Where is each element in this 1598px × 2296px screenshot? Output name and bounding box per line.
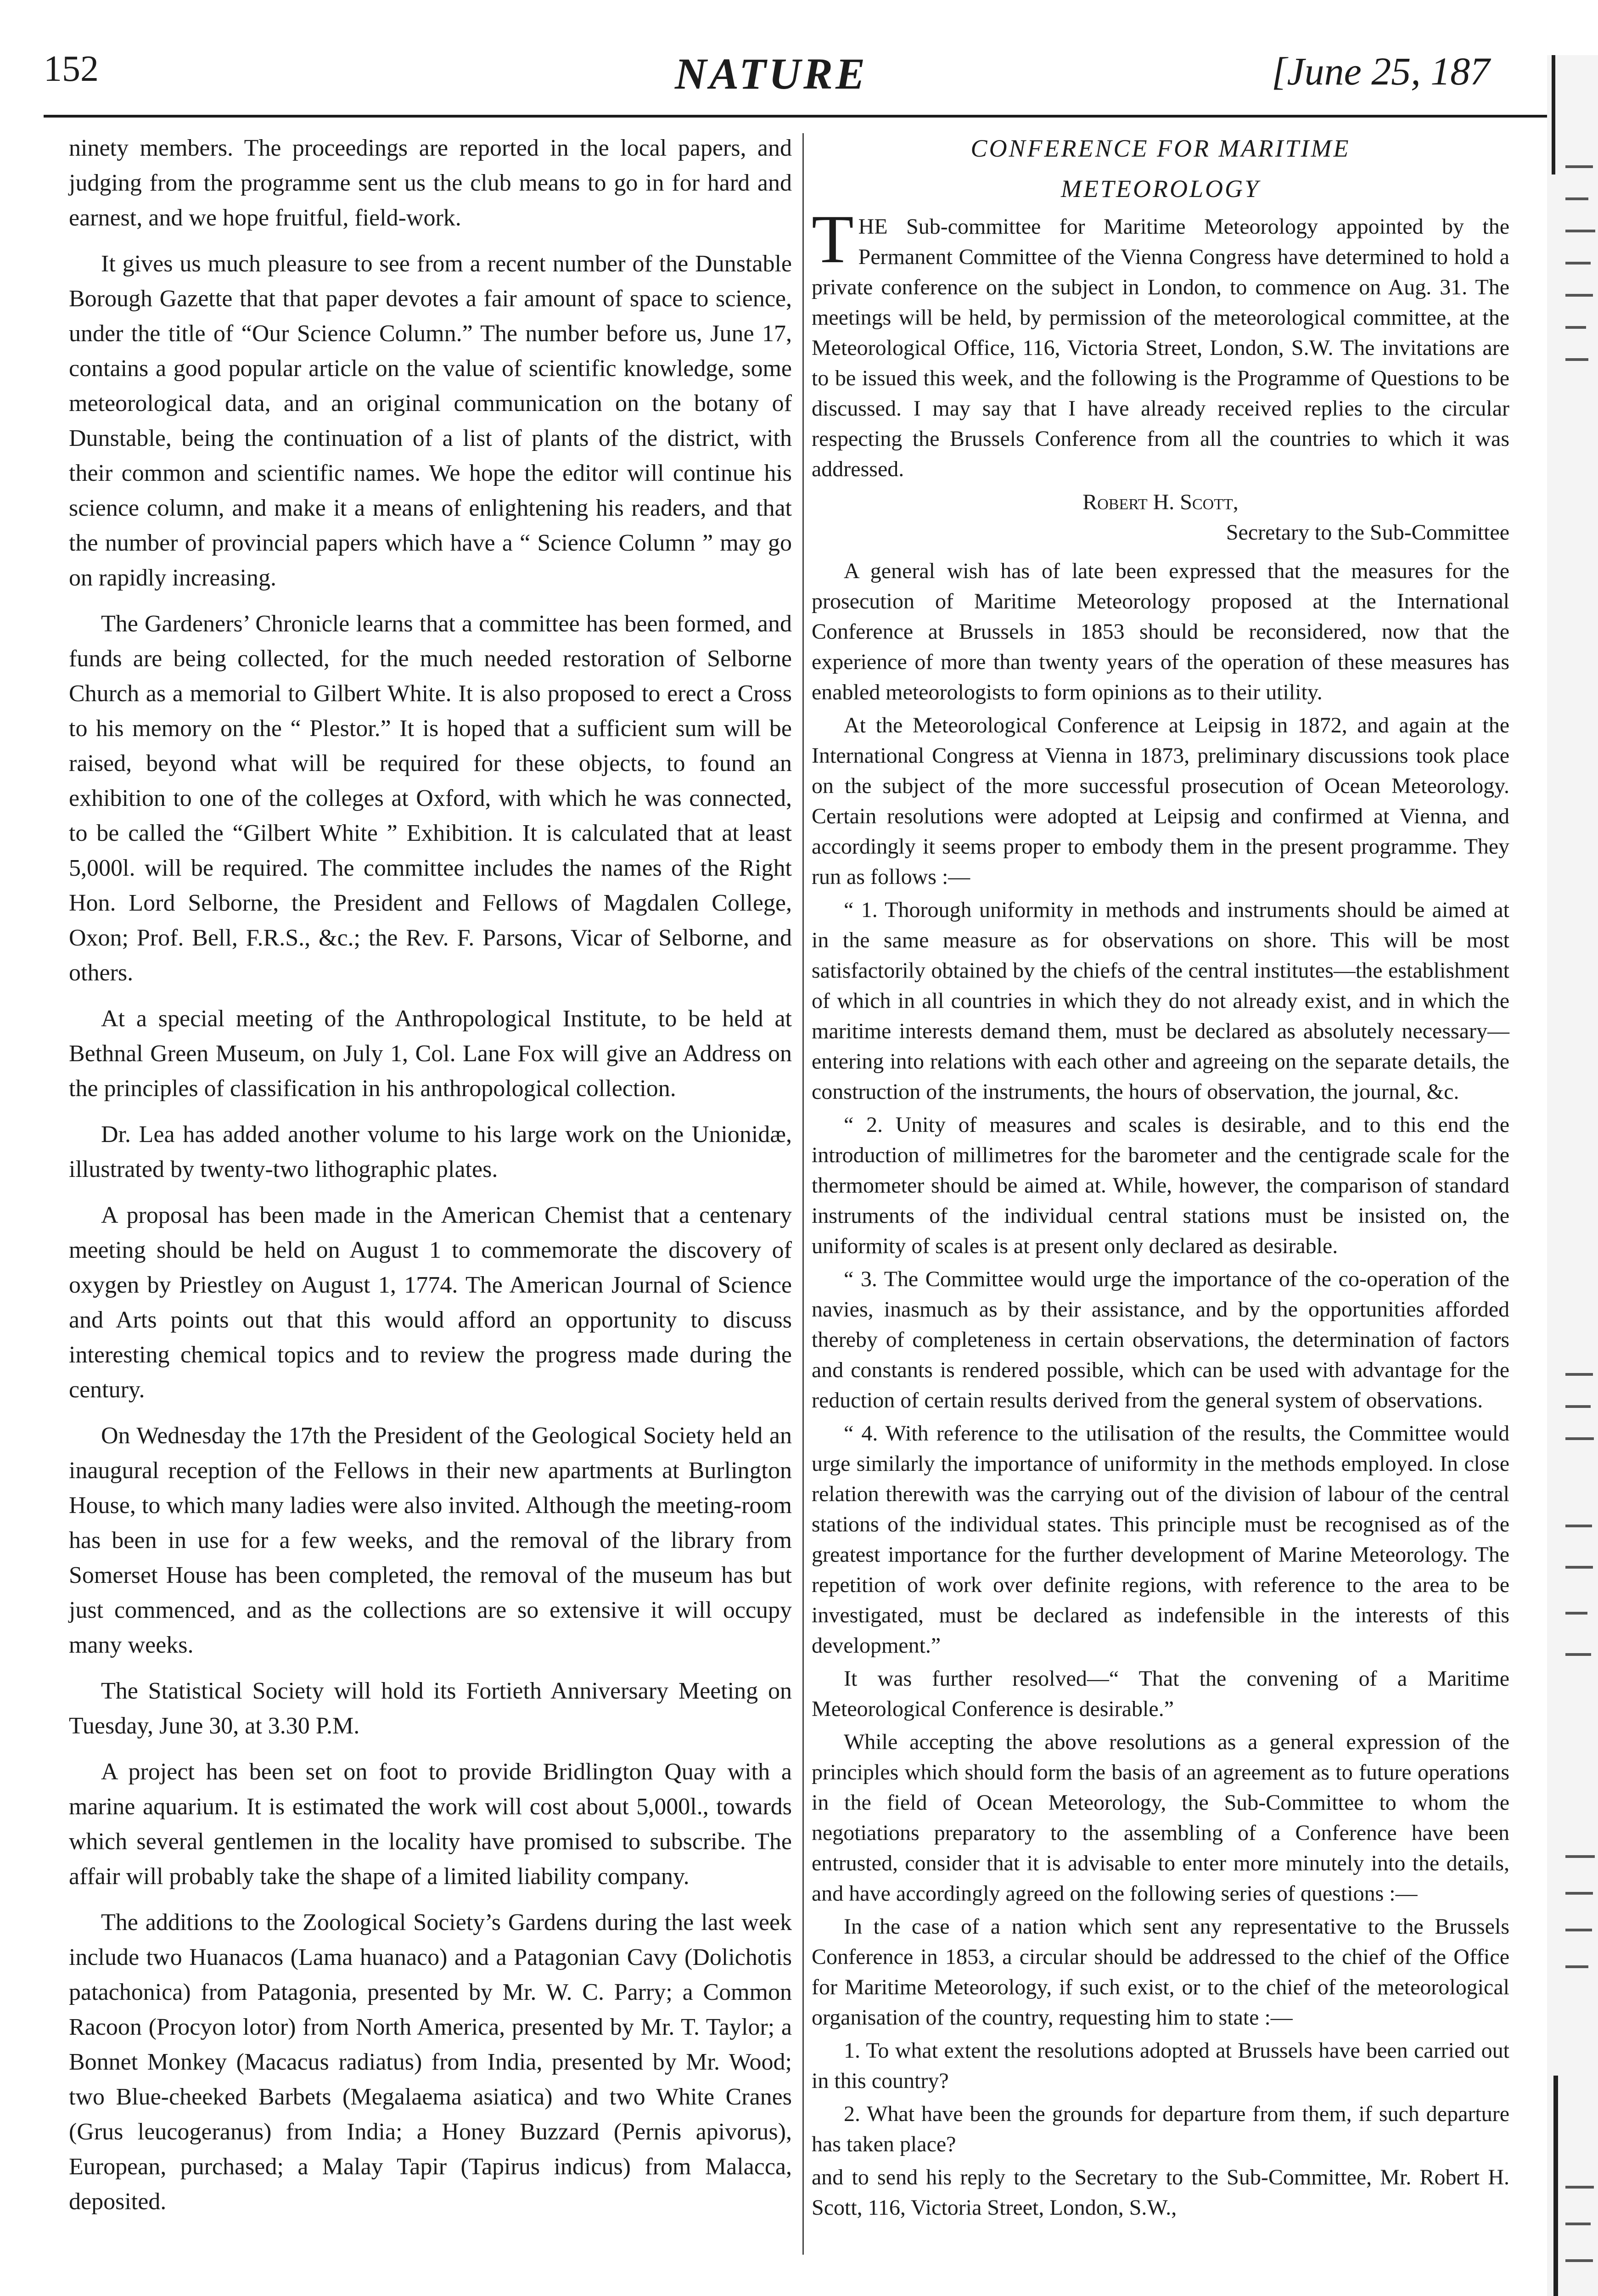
header-rule bbox=[44, 115, 1549, 118]
article-paragraph: “ 1. Thorough uniformity in methods and instruments should be aimed at in the same measure as for observations on shore. This will be most satisfactorily obtained by the chiefs of the central institutes—the establishment of which in all countries in which they do not already exist, and in which the maritime interests demand them, must be declared as absolutely necessary—entering into relations with each other and agreeing on the separate details, the construction of the instruments, the hours of observation, the journal, &c. bbox=[812, 898, 1509, 1104]
left-paragraph: The additions to the Zoological Society’s Gardens during the last week include two Huanacos (Lama huanaco) and a Patagonian Cavy (Dolichotis patachonica) from Patagonia, presented by Mr. W. C. Parry; a Common Racoon (Procyon lotor) from North America, presented by Mr. T. Taylor; a Bonnet Monkey (Macacus radiatus) from India, presented by Mr. Wood; two Blue-cheeked Barbets (Megalaema asiatica) and two White Cranes (Grus leucogeranus) from India; a Honey Buzzard (Pernis apivorus), European, purchased; a Malay Tapir (Tapirus indicus) from Malacca, deposited. bbox=[69, 1909, 792, 2215]
edge-mark bbox=[1565, 1653, 1591, 1656]
article-intro-text: HE Sub-committee for Maritime Meteorology appointed by the Permanent Committee of the Vienna Congress have determined to hold a private conference on the subject in London, to commence on Aug. 31. The meetings will be held, by permission of the meteorological committee, at the Meteorological Office, 116, Victoria Street, London, S.W. The invitations are to be issued this week, and the following is the Programme of Questions to be discussed. I may say that I have already received replies to the circular respecting the Brussels Conference from all the countries to which it was addressed. bbox=[812, 214, 1509, 481]
issue-date: [June 25, 187 bbox=[1272, 49, 1490, 93]
edge-mark bbox=[1565, 197, 1588, 200]
article-paragraph: A general wish has of late been expressed that the measures for the prosecution of Maritime Meteorology proposed at the International Conference at Brussels in 1853 should be reconsidered, now that the experience of more than twenty years of the operation of these measures has enabled meteorologists to form opinions as to their utility. bbox=[812, 559, 1509, 704]
edge-mark bbox=[1565, 2186, 1594, 2189]
article-paragraph: While accepting the above resolutions as a general expression of the principles which should form the basis of an agreement as to future operations in the field of Ocean Meteorology, the Sub-Committee to whom the negotiations preparatory to the assembling of a Conference have been entrusted, consider that it is advisable to enter more minutely into the details, and have accordingly agreed on the following series of questions :— bbox=[812, 1730, 1509, 1906]
article-paragraph: and to send his reply to the Secretary to the Sub-Committee, Mr. Robert H. Scott, 116, Victoria Street, London, S.W., bbox=[812, 2165, 1509, 2220]
article-intro bbox=[812, 201, 1509, 484]
edge-mark bbox=[1565, 1525, 1592, 1527]
edge-mark bbox=[1565, 1437, 1594, 1440]
left-paragraph: A project has been set on foot to provide Bridlington Quay with a marine aquarium. It is estimated the work will cost about 5,000l., towards which several gentlemen in the locality have promised to subscribe. The affair will probably take the shape of a limited liability company. bbox=[69, 1759, 792, 1890]
left-paragraph: It gives us much pleasure to see from a recent number of the Dunstable Borough Gazette that that paper devotes a fair amount of space to science, under the title of “Our Science Column.” The number before us, June 17, contains a good popular article on the value of scientific knowledge, some meteorological data, and an original communication on the botany of Dunstable, being the continuation of a list of plants of the district, with their common and scientific names. We hope the editor will continue his science column, and make it a means of enlightening his readers, and that the number of provincial papers which have a “ Science Column ” may go on rapidly increasing. bbox=[69, 251, 792, 591]
journal-title: NATURE bbox=[675, 49, 868, 98]
article-paragraph: “ 4. With reference to the utilisation of the results, the Committee would urge similarly the importance of uniformity in the methods employed. In close relation therewith was the carrying out of the division of labour of the central stations of the individual states. This principle must be recognised as of the greatest importance for the further development of Marine Meteorology. The repetition of work over definite regions, with reference to the area to be investigated, must be declared as indefensible in the interests of this development.” bbox=[812, 1421, 1509, 1658]
page-number: 152 bbox=[44, 49, 99, 89]
edge-mark bbox=[1565, 1566, 1593, 1569]
drop-cap: T bbox=[812, 201, 854, 277]
article-paragraph: 1. To what extent the resolutions adopted at Brussels have been carried out in this country? bbox=[812, 2038, 1509, 2093]
edge-mark bbox=[1565, 1405, 1591, 1408]
article-paragraph: At the Meteorological Conference at Leipsig in 1872, and again at the International Congress at Vienna in 1873, preliminary discussions took place on the subject of the more successful prosecution of Ocean Meteorology. Certain resolutions were adopted at Leipsig and confirmed at Vienna, and accordingly it seems proper to embody them in the present programme. They run as follows :— bbox=[812, 713, 1509, 889]
edge-mark bbox=[1565, 1929, 1592, 1931]
edge-mark bbox=[1565, 165, 1593, 168]
signature-name: Robert H. Scott, bbox=[1082, 490, 1239, 514]
edge-mark bbox=[1565, 1855, 1595, 1858]
edge-mark bbox=[1565, 326, 1586, 329]
edge-mark bbox=[1565, 1373, 1593, 1376]
left-paragraph: At a special meeting of the Anthropological Institute, to be held at Bethnal Green Museum, on July 1, Col. Lane Fox will give an Address on the principles of classification in his anthropological collection. bbox=[69, 1006, 792, 1102]
edge-mark bbox=[1565, 294, 1593, 297]
left-paragraph: The Gardeners’ Chronicle learns that a committee has been formed, and funds are being collected, for the much needed restoration of Selborne Church as a memorial to Gilbert White. It is also proposed to erect a Cross to his memory on the “ Plestor.” It is hoped that a sufficient sum will be raised, beyond what will be required for these objects, to found an exhibition to one of the colleges at Oxford, with which he was connected, to be called the “Gilbert White ” Exhibition. It is calculated that at least 5,000l. will be required. The committee includes the names of the Right Hon. Lord Selborne, the President and Fellows of Magdalen College, Oxon; Prof. Bell, F.R.S., &c.; the Rev. F. Parsons, Vicar of Selborne, and others. bbox=[69, 611, 792, 986]
left-paragraph: ninety members. The proceedings are reported in the local papers, and judging from the programme sent us the club means to go in for hard and earnest, and we hope fruitful, field-work. bbox=[69, 135, 792, 231]
article-paragraph: 2. What have been the grounds for departure from them, if such departure has taken place? bbox=[812, 2102, 1509, 2156]
edge-mark bbox=[1565, 1892, 1593, 1895]
article-title-line-2: METEOROLOGY bbox=[1060, 175, 1261, 203]
edge-mark bbox=[1565, 358, 1588, 361]
edge-mark bbox=[1565, 2259, 1593, 2262]
article-paragraph: In the case of a nation which sent any representative to the Brussels Conference in 1853, a circular should be addressed to the chief of the Office for Maritime Meteorology, if such exist, or to the chief of the meteorological organisation of the country, requesting him to state :— bbox=[812, 1914, 1509, 2030]
edge-mark bbox=[1565, 1612, 1587, 1615]
right-column bbox=[812, 131, 1509, 2226]
column-divider bbox=[802, 133, 804, 2255]
edge-line bbox=[1553, 2076, 1558, 2296]
page-header bbox=[0, 0, 1598, 133]
edge-line bbox=[1552, 55, 1555, 174]
edge-mark bbox=[1565, 230, 1595, 232]
left-paragraph: A proposal has been made in the American Chemist that a centenary meeting should be held on August 1 to commemorate the discovery of oxygen by Priestley on August 1, 1774. The American Journal of Science and Arts points out that this would afford an opportunity to discuss interesting chemical topics and to review the progress made during the century. bbox=[69, 1202, 792, 1403]
left-column bbox=[69, 131, 792, 2230]
article-paragraph: “ 2. Unity of measures and scales is desirable, and to this end the introduction of millimetres for the barometer and the centigrade scale for the thermometer should be aimed at. While, however, the comparison of standard instruments of the individual central stations must be insisted on, the uniformity of scales is at present only declared as desirable. bbox=[812, 1113, 1509, 1258]
edge-mark bbox=[1565, 1965, 1588, 1968]
left-paragraph: On Wednesday the 17th the President of the Geological Society held an inaugural reception of the Fellows in their new apartments at Burlington House, to which many ladies were also invited. Although the meeting-room has been in use for a few weeks, and the removal of the library from Somerset House has been completed, the removal of the museum has but just commenced, and as the collections are so extensive it will occupy many weeks. bbox=[69, 1423, 792, 1658]
article-title-line-1: CONFERENCE FOR MARITIME bbox=[970, 135, 1351, 162]
left-paragraph: Dr. Lea has added another volume to his large work on the Unionidæ, illustrated by twenty-two lithographic plates. bbox=[69, 1121, 792, 1182]
edge-mark bbox=[1565, 2223, 1591, 2225]
signature-role: Secretary to the Sub-Committee bbox=[1226, 520, 1509, 545]
article-paragraph: It was further resolved—“ That the convening of a Maritime Meteorological Conference is desirable.” bbox=[812, 1666, 1509, 1721]
left-paragraph: The Statistical Society will hold its Fortieth Anniversary Meeting on Tuesday, June 30, at 3.30 P.M. bbox=[69, 1678, 792, 1739]
article-paragraph: “ 3. The Committee would urge the importance of the co-operation of the navies, inasmuch as by their assistance, and by the opportunities afforded thereby of completeness in certain observations, the determination of factors and constants is rendered possible, which can be used with advantage for the reduction of certain results derived from the general system of observations. bbox=[812, 1267, 1509, 1412]
edge-mark bbox=[1565, 262, 1591, 264]
adjacent-page-edge bbox=[1547, 55, 1598, 2296]
